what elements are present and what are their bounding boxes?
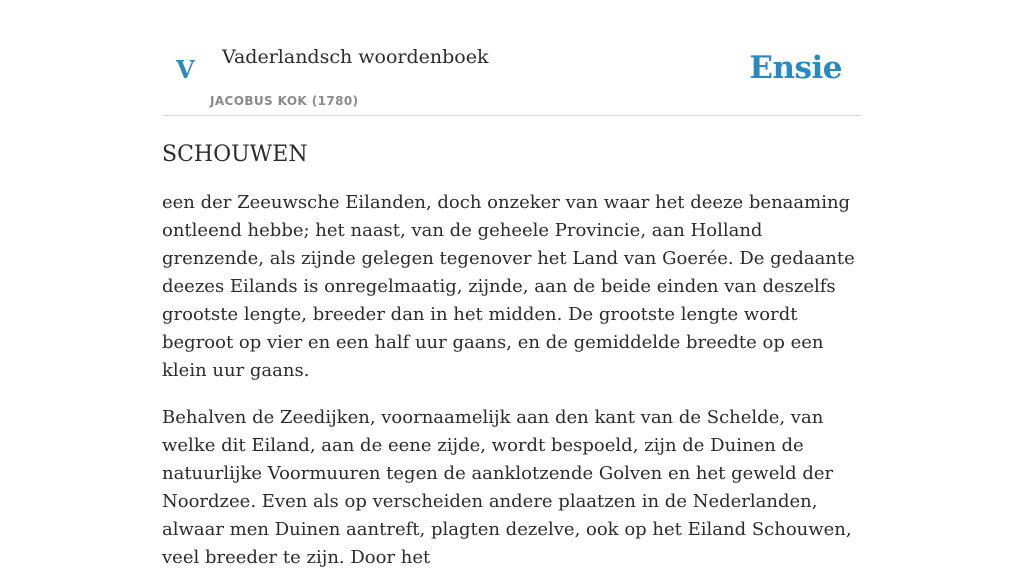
author-label: JACOBUS KOK (1780) [210,94,359,108]
page [162,0,862,572]
entry-paragraph: een der Zeeuwsche Eilanden, doch onzeker van waar het deeze benaaming ontleend hebbe; het naast, van de geheele Provincie, aan Holland grenzende, als zijnde gelegen tegenover het Land van Goerée. De gedaante deezes Eilands is onregelmaatig, zijnde, aan de beide einden van deszelfs grootste lengte, breeder dan in het midden. De grootste lengte wordt begroot op vier en een half uur gaans, en de gemiddelde breedte op een klein uur gaans. [162,192,855,381]
entry-paragraph: Behalven de Zeedijken, voornaamelijk aan den kant van de Schelde, van welke dit Eiland, aan de eene zijde, wordt bespoeld, zijn de Duinen de natuurlijke Voormuuren tegen de aanklotzende Golven en het geweld der Noordzee. Even als op verscheiden andere plaatzen in de Nederlanden, alwaar men Duinen aantreft, plagten dezelve, ook op het Eiland Schouwen, veel breeder te zijn. Door het [162,407,852,568]
header [162,0,862,116]
ensie-logo[interactable]: Ensie [749,50,842,86]
entry-title: SCHOUWEN [162,142,308,167]
index-letter-link[interactable]: V [176,55,195,84]
book-title-link[interactable]: Vaderlandsch woordenboek [222,46,489,68]
